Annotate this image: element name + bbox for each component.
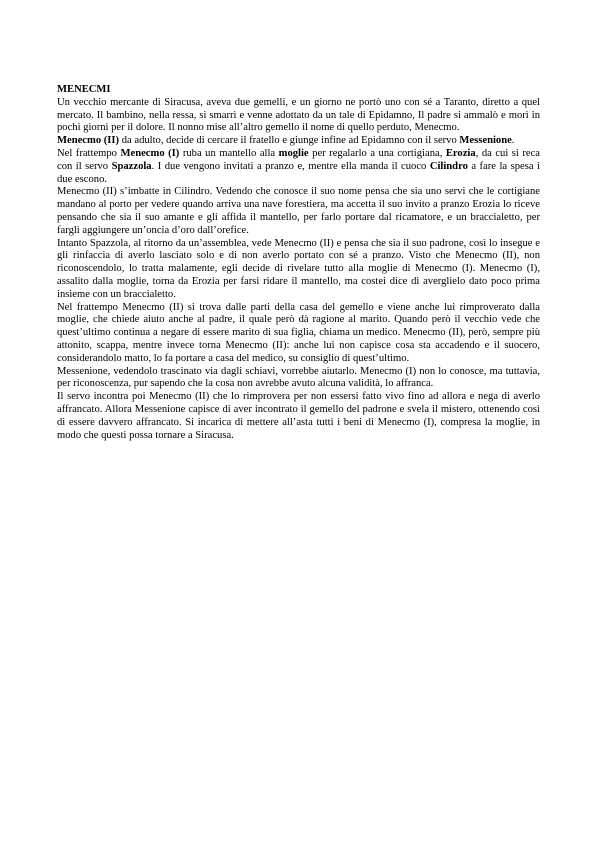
- bold-name: moglie: [278, 147, 309, 159]
- paragraph-messenione: Messenione, vedendolo trascinato via dagli schiavi, vorrebbe aiutarlo. Menecmo (I) non lo conosce, ma tuttavia, per riconoscenza, pur sapendo che la cosa non avrebbe avuto alcuna validità, lo affranca.: [57, 365, 540, 390]
- bold-name: Menecmo (II): [57, 135, 120, 147]
- paragraph-text: , da cui si reca con il servo: [57, 147, 541, 172]
- paragraph-text: .: [511, 135, 515, 147]
- paragraph-suocero: Nel frattempo Menecmo (II) si trova dalle parti della casa del gemello e viene anche lui rimproverato dalla moglie, che chiede aiuto anche al padre, il quale però dà ragione al marito. Quando però il vecchio vede che quest’ultimo continua a negare di essere marito di sua figlia, chiama un medico. Menecmo (II), però, sempre più attonito, scappa, mentre invece torna Menecmo (II): anche lui non capisce cosa sta accadendo e il suocero, considerandolo matto, lo fa portare a casa del medico, su consiglio di quest’ultimo.: [57, 301, 540, 364]
- paragraph-text: . I due vengono invitati a pranzo e, mentre ella manda il cuoco: [151, 160, 430, 172]
- paragraph-text: a fare la spesa i due escono.: [57, 160, 540, 185]
- paragraph-menecmo-i: [57, 148, 540, 186]
- paragraph-menecmo-ii: [57, 135, 540, 148]
- bold-name: Spazzola: [111, 160, 152, 172]
- bold-name: Menecmo (I): [120, 147, 180, 159]
- paragraph-text: Nel frattempo: [57, 147, 121, 159]
- bold-name: Erozia: [445, 147, 476, 159]
- paragraph-text: ruba un mantello alla: [179, 147, 279, 159]
- paragraph-spazzola: Intanto Spazzola, al ritorno da un’assemblea, vede Menecmo (II) e pensa che sia il suo padrone, così lo insegue e gli rinfaccia di averlo lasciato solo e di non averlo portato con sé a pranzo. Visto che Menecmo (II), non riconoscendolo, lo tratta malamente, egli decide di rivelare tutto alla moglie di Menecmo (I). Menecmo (I), assalito dalla moglie, torna da Erozia per farsi ridare il mantello, ma costei dice di averglielo dato poco prima insieme con un braccialetto.: [57, 237, 540, 300]
- document-body: [57, 84, 540, 442]
- paragraph-finale: Il servo incontra poi Menecmo (II) che lo rimprovera per non essersi fatto vivo fino ad allora e nega di averlo affrancato. Allora Messenione capisce di aver incontrato il gemello del padrone e svela il mistero, ottenendo così di essere davvero affrancato. Si incarica di mettere all’asta tutti i beni di Menecmo (I), compresa la moglie, in modo che questi possa tornare a Siracusa.: [57, 391, 540, 441]
- bold-name: Messenione: [459, 135, 512, 147]
- paragraph-cilindro: Menecmo (II) s’imbatte in Cilindro. Vedendo che conosce il suo nome pensa che sia uno servi che le cortigiane mandano al porto per vedere quando arriva una nave forestiera, ma accetta il suo invito a pranzo Erozia lo riceve pensando che sia il suo amante e gli affida il mantello, per farlo portare dal ricamatore, e un braccialetto, per fargli aggiungere un’oncia d’oro dall’orefice.: [57, 186, 540, 236]
- document-title: MENECMI: [57, 84, 111, 95]
- paragraph-intro: Un vecchio mercante di Siracusa, aveva due gemelli, e un giorno ne portò uno con sé a Taranto, diretto a quel mercato. Il bambino, nella ressa, si smarrì e venne adottato da un tale di Epidamno, Il padre si ammalò e morì in pochi giorni per il dolore. Il nonno mise all’altro gemello il nome di quello perduto, Menecmo.: [57, 96, 540, 134]
- bold-name: Cilindro: [429, 160, 468, 172]
- paragraph-text: da adulto, decide di cercare il fratello e giunge infine ad Epidamno con il servo: [119, 135, 460, 147]
- paragraph-text: per regalarlo a una cortigiana,: [308, 147, 446, 159]
